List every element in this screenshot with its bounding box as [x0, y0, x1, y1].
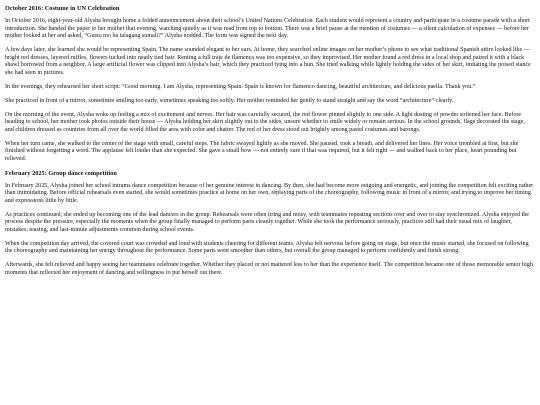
paragraph: As practices continued, she ended up becoming one of the lead dancers in the group. Rehearsals were often tiring and noisy, with teammates repeating sections over and over to stay synchronized. Alysha enjoyed the process despite the pressure, especially the moments when the group finally managed to perform parts cleanly together. While she took the performance seriously, practices still had their usual mix of laughter, mistakes, teasing, and last-minute adjustments common during school events. — [5, 211, 530, 233]
paragraph: On the morning of the event, Alysha woke up feeling a mix of excitement and nerves. Her hair was carefully secured, the red flower pinned slightly to one side. A light dusting of powder softened her face. Before heading to school, her mother took photos outside their house — Alysha holding her skirt slightly out to the sides, unsure whether to smile widely or remain serious. In the school grounds, flags decorated the stage, and children dressed as countries from all over the world filled the area with color and chatter. The red of her dress stood out brightly among pastel costumes and barongs. — [5, 111, 525, 133]
section-heading: October 2016: Costume in UN Celebration — [5, 5, 120, 12]
paragraph: In the evenings, they rehearsed her short script: “Good morning. I am Alysha, representing Spain. Spain is known for flamenco dancing, beautiful architecture, and delicious paella. Thank you.” — [5, 83, 476, 90]
paragraph: She practiced in front of a mirror, sometimes smiling too early, sometimes speaking too softly. Her mother reminded her gently to stand straight and say the word “architecture” clearly. — [5, 97, 454, 104]
paragraph: When the competition day arrived, the covered court was crowded and loud with students cheering for different teams. Alysha felt nervous before going on stage, but once the music started, she focused on following the choreography and maintaining her energy throughout the performance. Some parts went smoother than others, but overall the group managed to perform confidently and finish strong. — [5, 240, 529, 254]
paragraph: In February 2025, Alysha joined her school intrams dance competition because of her genuine interest in dancing. By then, she had become more outgoing and energetic, and joining the competition felt exciting rather than intimidating. Before official rehearsals even started, she would sometimes practice at home on her own, replaying parts of the choreography, following music in front of a mirror, and trying to improve her timing and expressions little by little. — [5, 182, 534, 204]
section-un-celebration — [5, 5, 534, 163]
paragraph: Afterwards, she felt relieved and happy seeing her teammates celebrate together. Whether they placed or not mattered less to her than the experience itself. The competition became one of those memorable senior high moments that reflected her enjoyment of dancing and willingness to put herself out there. — [5, 262, 533, 276]
section-dance-competition — [5, 170, 534, 278]
paragraph: A few days later, she learned she would be representing Spain. The name sounded elegant to her ears. At home, they searched online images on her mother’s phone to see what traditional Spanish attire looked like — bright red dresses, layered ruffles, flowers tucked into neatly tied hair. Renting a full traje de flamenca was too expensive, so they improvised. Her mother found a red dress in a local shop and paired it with a black shawl borrowed from a neighbor. A large artificial flower was clipped into Alysha’s hair, which they practiced tying into a bun. She tried walking while lightly holding the sides of her skirt, imitating the poised stance she had seen in pictures. — [5, 47, 531, 76]
section-heading: February 2025: Group dance competition — [5, 169, 117, 177]
paragraph: In October 2016, eight-year-old Alysha brought home a folded announcement about their school’s United Nations Celebration. Each student would represent a country and participate in a costume parade with a short introduction. She handed the paper to her mother that evening, watching quietly as it was read from top to bottom. There was a brief pause at the mention of costumes — a silent calculation of expenses — before her mother looked at her and asked, “Gusto mo ba talagang sumali?” Alysha nodded. The form was signed the next day. — [5, 18, 530, 39]
paragraph: When her turn came, she walked to the center of the stage with small, careful steps. The fabric swayed lightly as she moved. She paused, took a breath, and delivered her lines. Her voice trembled at first, but she finished without forgetting a word. The applause felt louder than she expected. She gave a small bow — not entirely sure if that was required, but it felt right — and walked back to her place, heart pounding but relieved. — [5, 140, 519, 162]
